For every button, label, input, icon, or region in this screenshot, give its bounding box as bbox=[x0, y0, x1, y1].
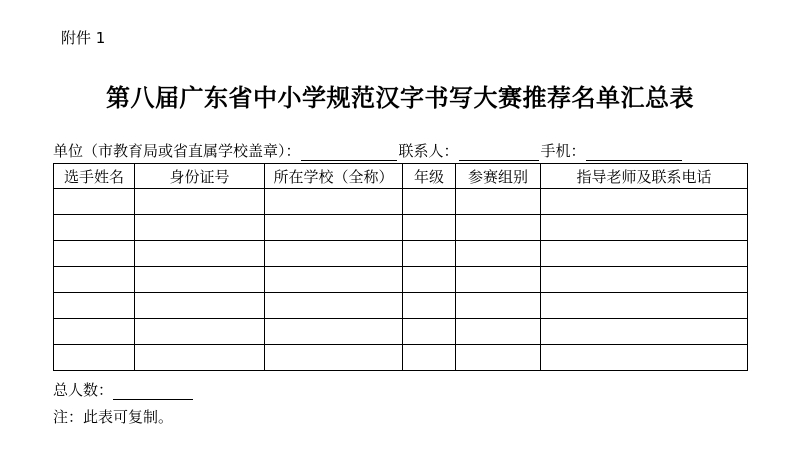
table-cell[interactable] bbox=[265, 293, 403, 319]
table-cell[interactable] bbox=[403, 241, 456, 267]
header-teacher-contact: 指导老师及联系电话 bbox=[541, 164, 748, 189]
table-cell[interactable] bbox=[541, 215, 748, 241]
header-school: 所在学校（全称） bbox=[265, 164, 403, 189]
info-row bbox=[53, 140, 684, 161]
table-cell[interactable] bbox=[456, 241, 541, 267]
table-cell[interactable] bbox=[54, 267, 135, 293]
header-grade: 年级 bbox=[403, 164, 456, 189]
nomination-table bbox=[53, 163, 748, 371]
document-title: 第八届广东省中小学规范汉字书写大赛推荐名单汇总表 bbox=[106, 84, 694, 112]
table-cell[interactable] bbox=[135, 215, 265, 241]
table-cell[interactable] bbox=[541, 267, 748, 293]
table-cell[interactable] bbox=[54, 345, 135, 371]
table-cell[interactable] bbox=[135, 345, 265, 371]
footer-note: 注：此表可复制。 bbox=[53, 408, 174, 426]
table-cell[interactable] bbox=[456, 267, 541, 293]
table-cell[interactable] bbox=[135, 267, 265, 293]
table-cell[interactable] bbox=[541, 189, 748, 215]
table-cell[interactable] bbox=[456, 345, 541, 371]
table-cell[interactable] bbox=[403, 267, 456, 293]
table-cell[interactable] bbox=[265, 241, 403, 267]
table-cell[interactable] bbox=[403, 345, 456, 371]
table-cell[interactable] bbox=[54, 241, 135, 267]
table-cell[interactable] bbox=[135, 241, 265, 267]
table-cell[interactable] bbox=[265, 215, 403, 241]
total-count-label: 总人数： bbox=[53, 381, 114, 399]
table-cell[interactable] bbox=[456, 189, 541, 215]
table-cell[interactable] bbox=[403, 189, 456, 215]
table-header-row bbox=[54, 164, 748, 189]
table-cell[interactable] bbox=[265, 345, 403, 371]
phone-label: 手机： bbox=[540, 142, 586, 160]
unit-blank-field[interactable] bbox=[301, 144, 397, 161]
header-player-name: 选手姓名 bbox=[54, 164, 135, 189]
table-cell[interactable] bbox=[54, 215, 135, 241]
table-cell[interactable] bbox=[403, 293, 456, 319]
table-cell[interactable] bbox=[403, 319, 456, 345]
table-row bbox=[54, 345, 748, 371]
contact-blank-field[interactable] bbox=[459, 144, 539, 161]
table-cell[interactable] bbox=[135, 293, 265, 319]
header-group: 参赛组别 bbox=[456, 164, 541, 189]
table-cell[interactable] bbox=[456, 319, 541, 345]
table-cell[interactable] bbox=[403, 215, 456, 241]
header-id-number: 身份证号 bbox=[135, 164, 265, 189]
table-cell[interactable] bbox=[456, 215, 541, 241]
total-count-row bbox=[53, 379, 195, 400]
table-cell[interactable] bbox=[54, 319, 135, 345]
table-row bbox=[54, 215, 748, 241]
table-cell[interactable] bbox=[541, 293, 748, 319]
table-cell[interactable] bbox=[541, 319, 748, 345]
table-cell[interactable] bbox=[541, 241, 748, 267]
table-row bbox=[54, 241, 748, 267]
table-row bbox=[54, 319, 748, 345]
table-row bbox=[54, 189, 748, 215]
table-cell[interactable] bbox=[265, 267, 403, 293]
table-cell[interactable] bbox=[265, 189, 403, 215]
table-cell[interactable] bbox=[541, 345, 748, 371]
table-row bbox=[54, 267, 748, 293]
table-cell[interactable] bbox=[54, 293, 135, 319]
table-cell[interactable] bbox=[135, 319, 265, 345]
table-cell[interactable] bbox=[265, 319, 403, 345]
phone-blank-field[interactable] bbox=[586, 144, 682, 161]
table-cell[interactable] bbox=[456, 293, 541, 319]
table-cell[interactable] bbox=[54, 189, 135, 215]
table-row bbox=[54, 293, 748, 319]
attachment-label: 附件 1 bbox=[61, 29, 106, 47]
unit-label: 单位（市教育局或省直属学校盖章）： bbox=[53, 142, 301, 160]
total-count-blank-field[interactable] bbox=[113, 383, 193, 400]
table-cell[interactable] bbox=[135, 189, 265, 215]
contact-label: 联系人： bbox=[398, 142, 459, 160]
